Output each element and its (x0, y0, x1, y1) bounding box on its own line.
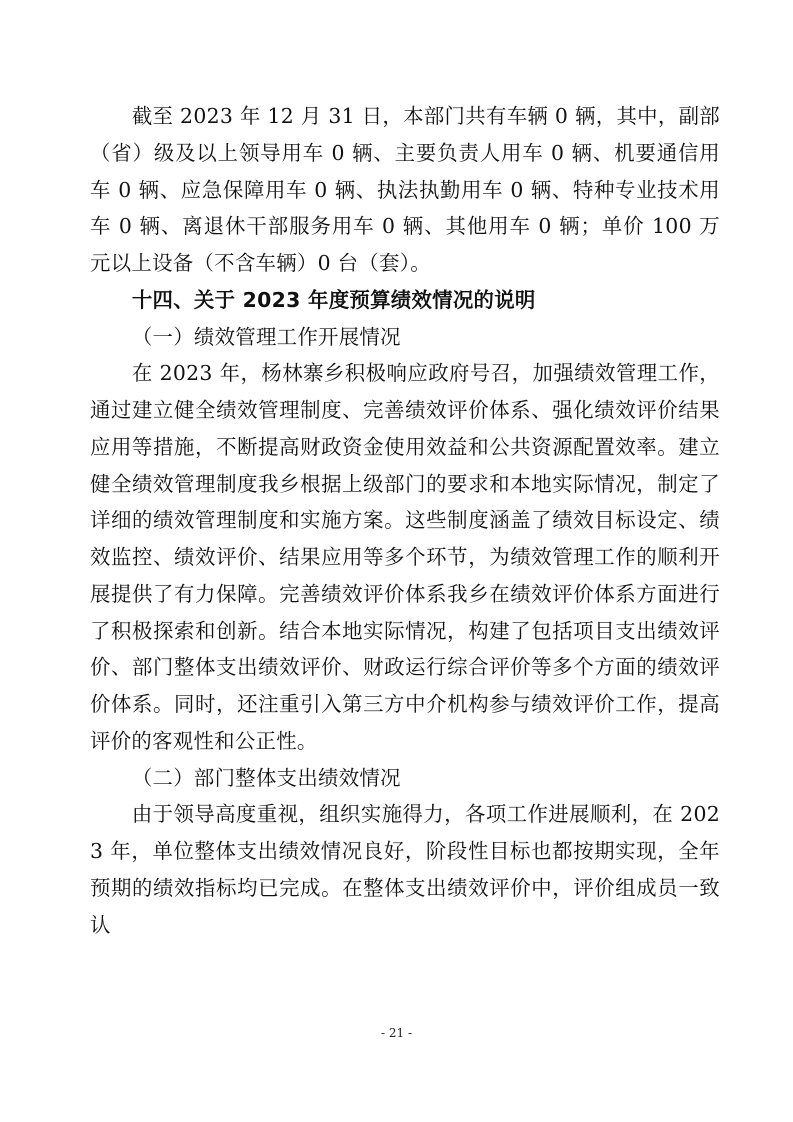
overall-expenditure-paragraph: 由于领导高度重视，组织实施得力，各项工作进展顺利，在 2023 年，单位整体支出绩效情况良好，阶段性目标也都按期实现，全年预期的绩效指标均已完成。在整体支出绩效评价中，评价组成员一致认 (90, 802, 720, 937)
vehicles-paragraph: 截至 2023 年 12 月 31 日，本部门共有车辆 0 辆，其中，副部（省）级及以上领导用车 0 辆、主要负责人用车 0 辆、机要通信用车 0 辆、应急保障用车 0 辆、执法执勤用车 0 辆、特种专业技术用车 0 辆、离退休干部服务用车 0 辆、其他用车 0 辆；单价 100 万元以上设备（不含车辆）0 台（套）。 (90, 104, 720, 275)
subsection-heading-1: （一）绩效管理工作开展情况 (131, 324, 401, 349)
subsection-heading-2: （二）部门整体支出绩效情况 (131, 765, 401, 790)
page-number: - 21 - (380, 1026, 412, 1040)
document-body (90, 98, 720, 943)
section-heading: 十四、关于 2023 年度预算绩效情况的说明 (131, 287, 536, 312)
performance-management-paragraph: 在 2023 年，杨林寨乡积极响应政府号召，加强绩效管理工作，通过建立健全绩效管理制度、完善绩效评价体系、强化绩效评价结果应用等措施，不断提高财政资金使用效益和公共资源配置效率。建立健全绩效管理制度我乡根据上级部门的要求和本地实际情况，制定了详细的绩效管理制度和实施方案。这些制度涵盖了绩效目标设定、绩效监控、绩效评价、结果应用等多个环节，为绩效管理工作的顺利开展提供了有力保障。完善绩效评价体系我乡在绩效评价体系方面进行了积极探索和创新。结合本地实际情况，构建了包括项目支出绩效评价、部门整体支出绩效评价、财政运行综合评价等多个方面的绩效评价体系。同时，还注重引入第三方中介机构参与绩效评价工作，提高评价的客观性和公正性。 (90, 361, 720, 753)
